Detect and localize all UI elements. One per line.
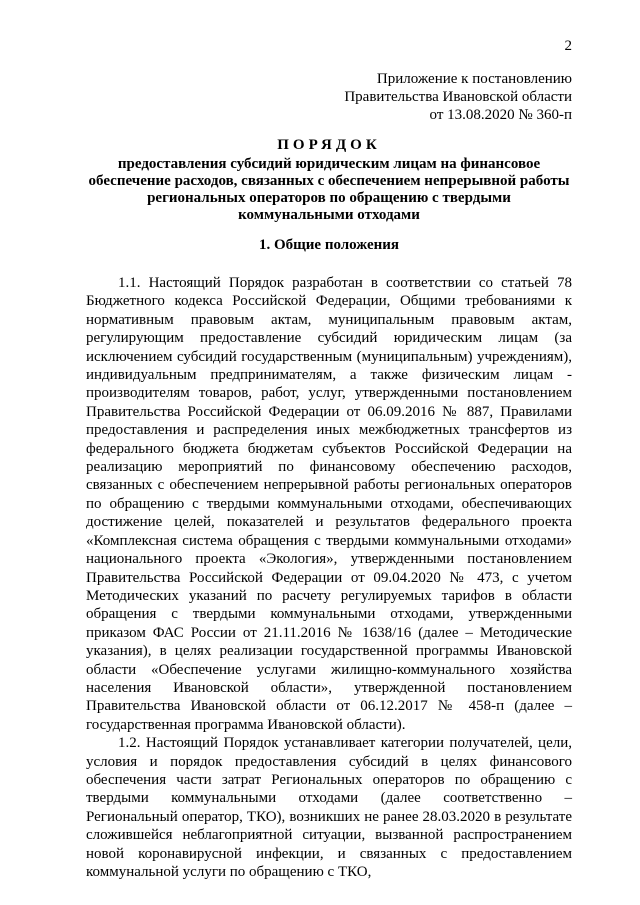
document-title: ПОРЯДОК <box>277 137 381 153</box>
paragraph: 1.1. Настоящий Порядок разработан в соответствии со статьей 78 Бюджетного кодекса Российской Федерации, Общими требованиями к нормативным правовым актам, муниципальным правовым актам, регулирующим предоставление субсидий юридическим лицам (за исключением субсидий государственным (муниципальным) учреждениям), индивидуальным предпринимателям, а также физическим лицам - производителям товаров, работ, услуг, утвержденными постановлением Правительства Российской Федерации от 06.09.2016 № 887, Правилами предоставления и распределения иных межбюджетных трансфертов из федерального бюджета бюджетам субъектов Российской Федерации на реализацию мероприятий по финансовому обеспечению расходов, связанных с обеспечением непрерывной работы региональных операторов по обращению с твердыми коммунальными отходами, обеспечивающих достижение целей, показателей и результатов федерального проекта «Комплексная система обращения с твердыми коммунальными отходами» национального проекта «Экология», утвержденными постановлением Правительства Российской Федерации от 09.04.2020 № 473, с учетом Методических указаний по расчету регулируемых тарифов в области обращения с твердыми коммунальными отходами, утвержденными приказом ФАС России от 21.11.2016 № 1638/16 (далее – Методические указания), в целях реализации государственной программы Ивановской области «Обеспечение услугами жилищно-коммунального хозяйства населения Ивановской области», утвержденной постановлением Правительства Ивановской области от 06.12.2017 № 458-п (далее – государственная программа Ивановской области). <box>86 275 572 733</box>
attachment-line: от 13.08.2020 № 360-п <box>429 107 572 123</box>
section-heading: 1. Общие положения <box>258 237 400 253</box>
document-subtitle-line: региональных операторов по обращению с твердыми <box>147 190 511 206</box>
page-number: 2 <box>564 38 572 54</box>
body-text <box>86 274 572 881</box>
attachment-line: Приложение к постановлению <box>376 71 572 87</box>
paragraph: 1.2. Настоящий Порядок устанавливает категории получателей, цели, условия и порядок предоставления субсидий в целях финансового обеспечения части затрат Региональных операторов по обращению с твердыми коммунальными отходами (далее соответственно – Региональный оператор, ТКО), возникших не ранее 28.03.2020 в результате сложившейся неблагоприятной ситуации, вызванной распространением новой коронавирусной инфекции, и связанных с предоставлением коммунальной услуги по обращению с ТКО, <box>86 735 572 880</box>
attachment-note <box>344 70 572 124</box>
document-subtitle-line: обеспечение расходов, связанных с обеспечением непрерывной работы <box>88 173 570 189</box>
document-subtitle-line: предоставления субсидий юридическим лицам на финансовое <box>117 156 541 172</box>
title-block <box>86 137 572 224</box>
document-subtitle-line: коммунальными отходами <box>238 207 420 223</box>
attachment-line: Правительства Ивановской области <box>344 89 572 105</box>
